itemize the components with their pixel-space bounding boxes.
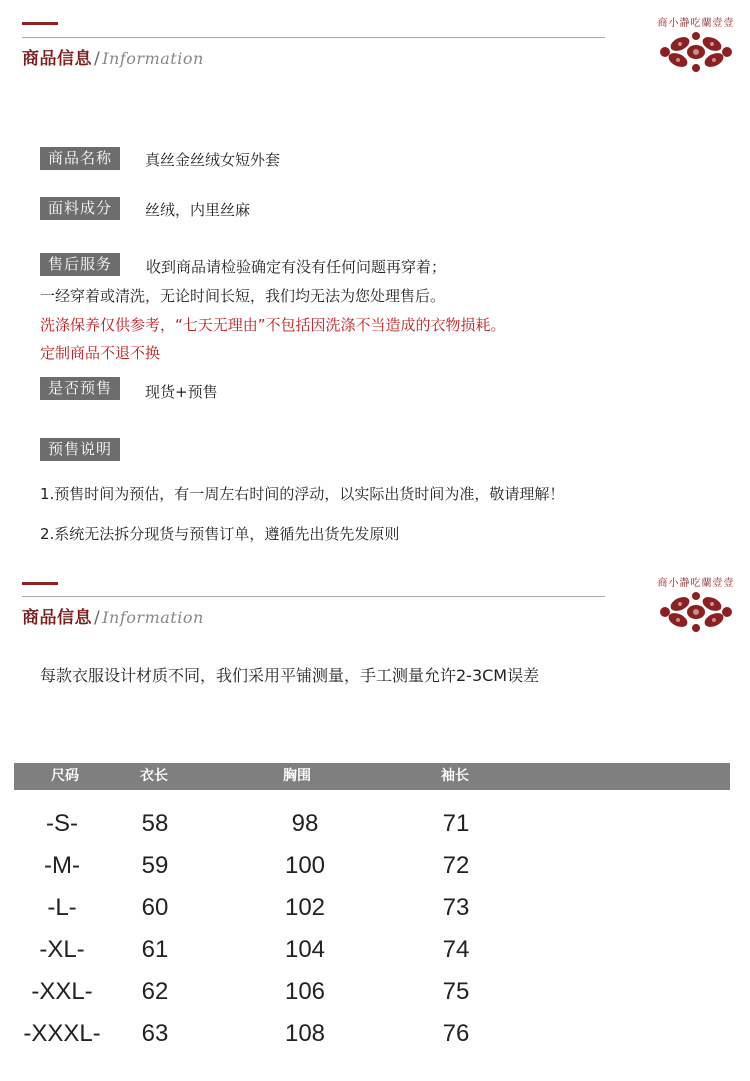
size-cell: -S-: [46, 810, 78, 837]
bust-cell: 100: [284, 852, 326, 879]
section-title-en: Information: [102, 608, 204, 627]
sleeve-cell: 73: [442, 894, 470, 921]
section-title-en: Information: [102, 49, 204, 68]
length-cell: 60: [141, 894, 169, 921]
section-title-cn: 商品信息: [22, 608, 92, 628]
bust-cell: 102: [284, 894, 326, 921]
sleeve-cell: 71: [442, 810, 470, 837]
after-sales-label: 售后服务: [40, 253, 120, 276]
bust-column-header: 胸围: [283, 768, 311, 784]
section-title: [22, 603, 204, 628]
bust-cell: 108: [284, 1020, 326, 1047]
section-title-slash: /: [94, 608, 101, 628]
section-title-cn: 商品信息: [22, 49, 92, 69]
bust-cell: 106: [284, 978, 326, 1005]
length-column-header: 衣长: [140, 768, 168, 784]
presale-note-1: 1.预售时间为预估，有一周左右时间的浮动，以实际出货时间为准，敬请理解！: [40, 485, 565, 503]
product-name-label: 商品名称: [40, 147, 120, 170]
section-title: [22, 44, 204, 69]
fabric-value: 丝绒，内里丝麻: [145, 201, 251, 219]
brand-seal-logo: [650, 574, 742, 634]
custom-no-return-notice: 定制商品不退不换: [40, 344, 161, 362]
size-cell: -XXXL-: [23, 1020, 101, 1047]
size-cell: -L-: [47, 894, 77, 921]
bust-cell: 98: [291, 810, 319, 837]
fabric-label: 面料成分: [40, 197, 120, 220]
length-cell: 63: [141, 1020, 169, 1047]
presale-note-2: 2.系统无法拆分现货与预售订单，遵循先出货先发原则: [40, 525, 400, 543]
brand-seal-text: 商小瀞吃蘭壹壹: [657, 18, 735, 29]
length-cell: 62: [141, 978, 169, 1005]
size-cell: -M-: [44, 852, 80, 879]
section-title-slash: /: [94, 49, 101, 69]
sleeve-column-header: 袖长: [441, 768, 469, 784]
section-accent-bar: [22, 22, 58, 25]
washing-notice: 洗涤保养仅供参考，“七天无理由”不包括因洗涤不当造成的衣物损耗。: [40, 316, 506, 334]
knot-ornament-icon: [656, 590, 736, 634]
sleeve-cell: 75: [442, 978, 470, 1005]
presale-value: 现货+预售: [145, 383, 218, 401]
size-table-header: [14, 763, 730, 790]
sleeve-cell: 76: [442, 1020, 470, 1047]
knot-ornament-icon: [656, 30, 736, 74]
sleeve-cell: 74: [442, 936, 470, 963]
presale-note-label: 预售说明: [40, 438, 120, 461]
length-cell: 58: [141, 810, 169, 837]
length-cell: 59: [141, 852, 169, 879]
size-column-header: 尺码: [51, 768, 79, 784]
measurement-note: 每款衣服设计材质不同，我们采用平铺测量，手工测量允许2-3CM误差: [40, 666, 540, 685]
section-divider: [22, 37, 605, 38]
length-cell: 61: [141, 936, 169, 963]
presale-label: 是否预售: [40, 377, 120, 400]
brand-seal-logo: [650, 14, 742, 74]
after-sales-line-2: 一经穿着或清洗，无论时间长短，我们均无法为您处理售后。: [40, 287, 446, 305]
size-cell: -XL-: [39, 936, 85, 963]
size-cell: -XXL-: [31, 978, 93, 1005]
after-sales-line-1: 收到商品请检验确定有没有任何问题再穿着；: [146, 258, 447, 276]
sleeve-cell: 72: [442, 852, 470, 879]
product-name-value: 真丝金丝绒女短外套: [145, 151, 281, 169]
section-divider: [22, 596, 605, 597]
bust-cell: 104: [284, 936, 326, 963]
section-accent-bar: [22, 582, 58, 585]
brand-seal-text: 商小瀞吃蘭壹壹: [657, 578, 735, 589]
